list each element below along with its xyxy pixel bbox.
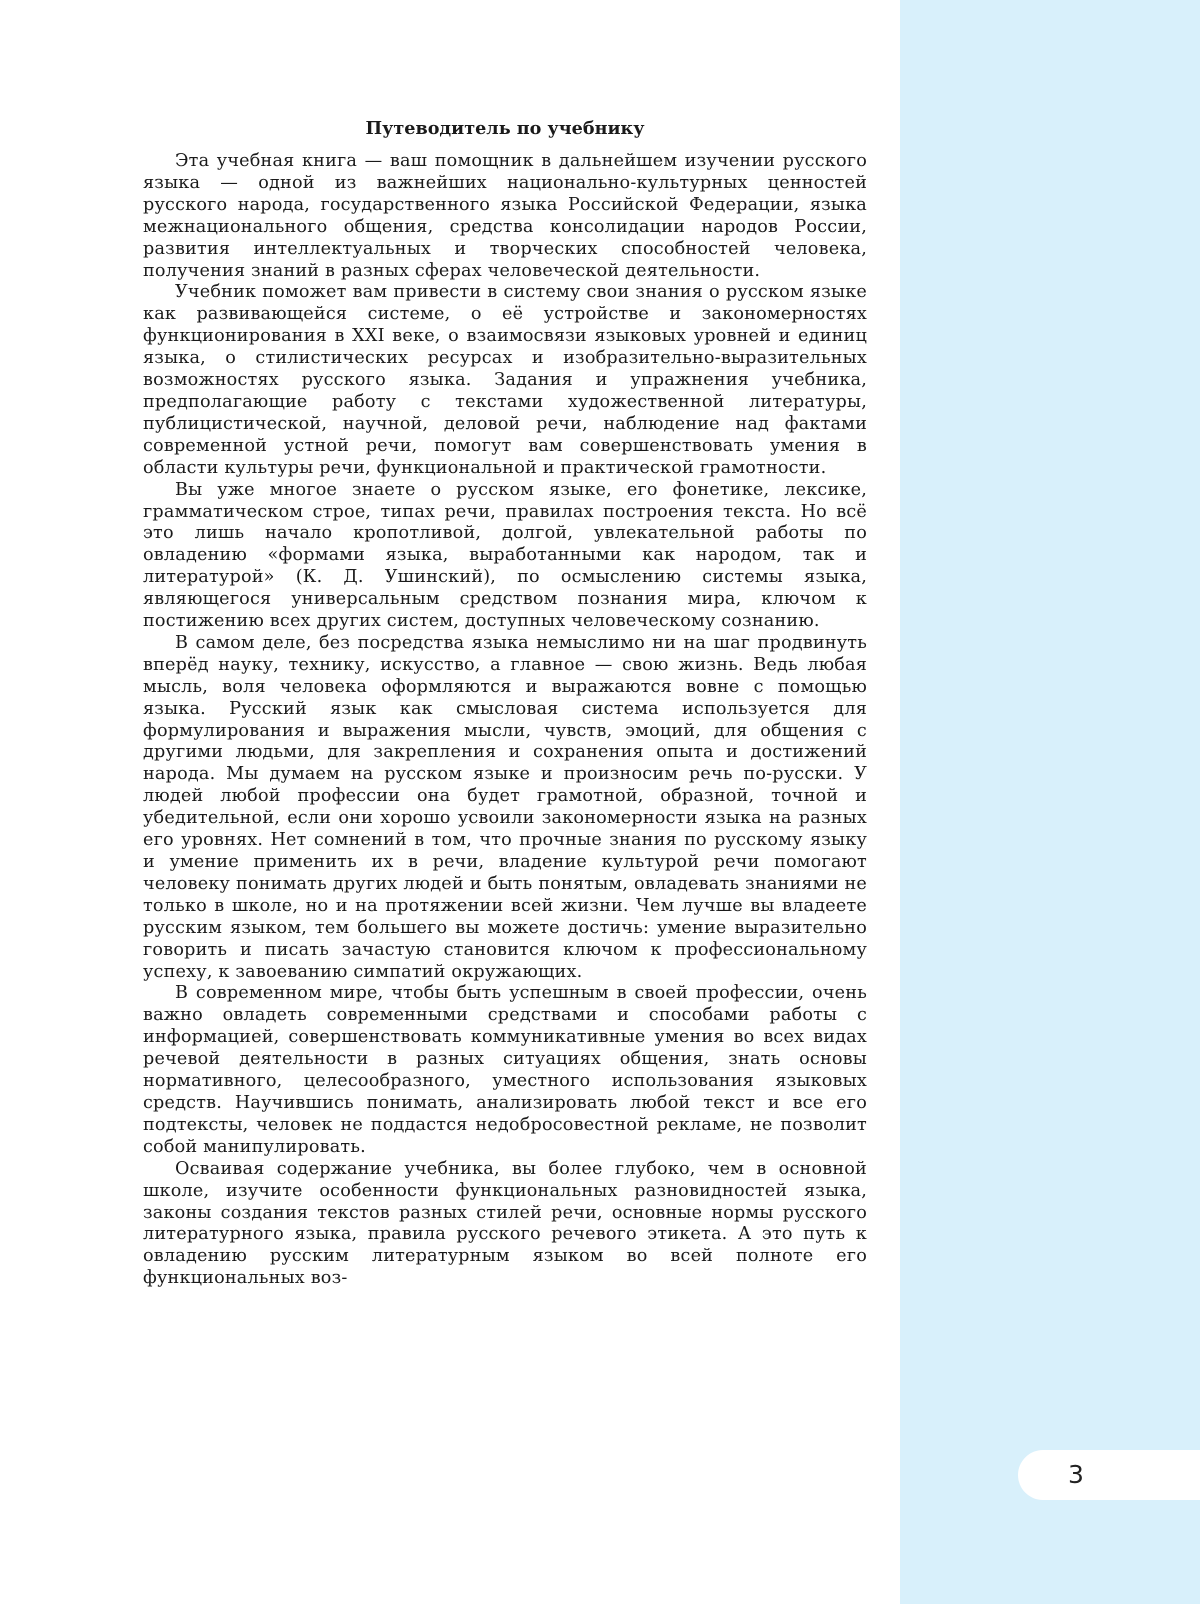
paragraph-6: Осваивая содержание учебника, вы более глубоко, чем в основной школе, изучите особенности функциональных разновидностей языка, законы создания текстов разных стилей речи, основные нормы русского литературного языка, правила русского речевого этикета. А это путь к овладению русским литературным языком во всей полноте его функциональных воз-	[143, 1158, 867, 1289]
paragraph-3: Вы уже многое знаете о русском языке, его фонетике, лексике, грамматическом строе, типах речи, правилах построения текста. Но всё это лишь начало кропотливой, долгой, увлекательной работы по овладению «формами языка, выработанными как народом, так и литературой» (К. Д. Ушинский), по осмыслению системы языка, являющегося универсальным средством познания мира, ключом к постижению всех других систем, доступных человеческому сознанию.	[143, 479, 867, 632]
page-number-tab	[1018, 1450, 1200, 1500]
paragraph-2: Учебник поможет вам привести в систему свои знания о русском языке как развивающейся системе, о её устройстве и закономерностях функционирования в XXI веке, о взаимосвязи языковых уровней и единиц языка, о стилистических ресурсах и изобразительно-выразительных возможностях русского языка. Задания и упражнения учебника, предполагающие работу с текстами художественной литературы, публицистической, научной, деловой речи, наблюдение над фактами современной устной речи, помогут вам совершенствовать умения в области культуры речи, функциональной и практической грамотности.	[143, 282, 867, 478]
paragraph-5: В современном мире, чтобы быть успешным в своей профессии, очень важно овладеть современными средствами и способами работы с информацией, совершенствовать коммуникативные умения во всех видах речевой деятельности в разных ситуациях общения, знать основы нормативного, целесообразного, уместного использования языковых средств. Научившись понимать, анализировать любой текст и все его подтексты, человек не поддастся недобросовестной рекламе, не позволит собой манипулировать.	[143, 983, 867, 1157]
page-title: Путеводитель по учебнику	[365, 118, 645, 139]
text-column	[143, 117, 867, 1290]
paragraph-4: В самом деле, без посредства языка немыслимо ни на шаг продвинуть вперёд науку, технику, искусство, а главное — свою жизнь. Ведь любая мысль, воля человека оформляются и выражаются вовне с помощью языка. Русский язык как смысловая система используется для формулирования и выражения мысли, чувств, эмоций, для общения с другими людьми, для закрепления и сохранения опыта и достижений народа. Мы думаем на русском языке и произносим речь по-русски. У людей любой профессии она будет грамотной, образной, точной и убедительной, если они хорошо усвоили закономерности языка на разных его уровнях. Нет сомнений в том, что прочные знания по русскому языку и умение применить их в речи, владение культурой речи помогают человеку понимать других людей и быть понятым, овладевать знаниями не только в школе, но и на протяжении всей жизни. Чем лучше вы владеете русским языком, тем большего вы можете достичь: умение выразительно говорить и писать зачастую становится ключом к профессиональному успеху, к завоеванию симпатий окружающих.	[143, 632, 867, 982]
page-number: 3	[1068, 1460, 1084, 1489]
paragraph-1: Эта учебная книга — ваш помощник в дальнейшем изучении русского языка — одной из важнейших национально-культурных ценностей русского народа, государственного языка Российской Федерации, языка межнационального общения, средства консолидации народов России, развития интеллектуальных и творческих способностей человека, получения знаний в разных сферах человеческой деятельности.	[143, 151, 867, 281]
side-color-strip	[900, 0, 1200, 1604]
